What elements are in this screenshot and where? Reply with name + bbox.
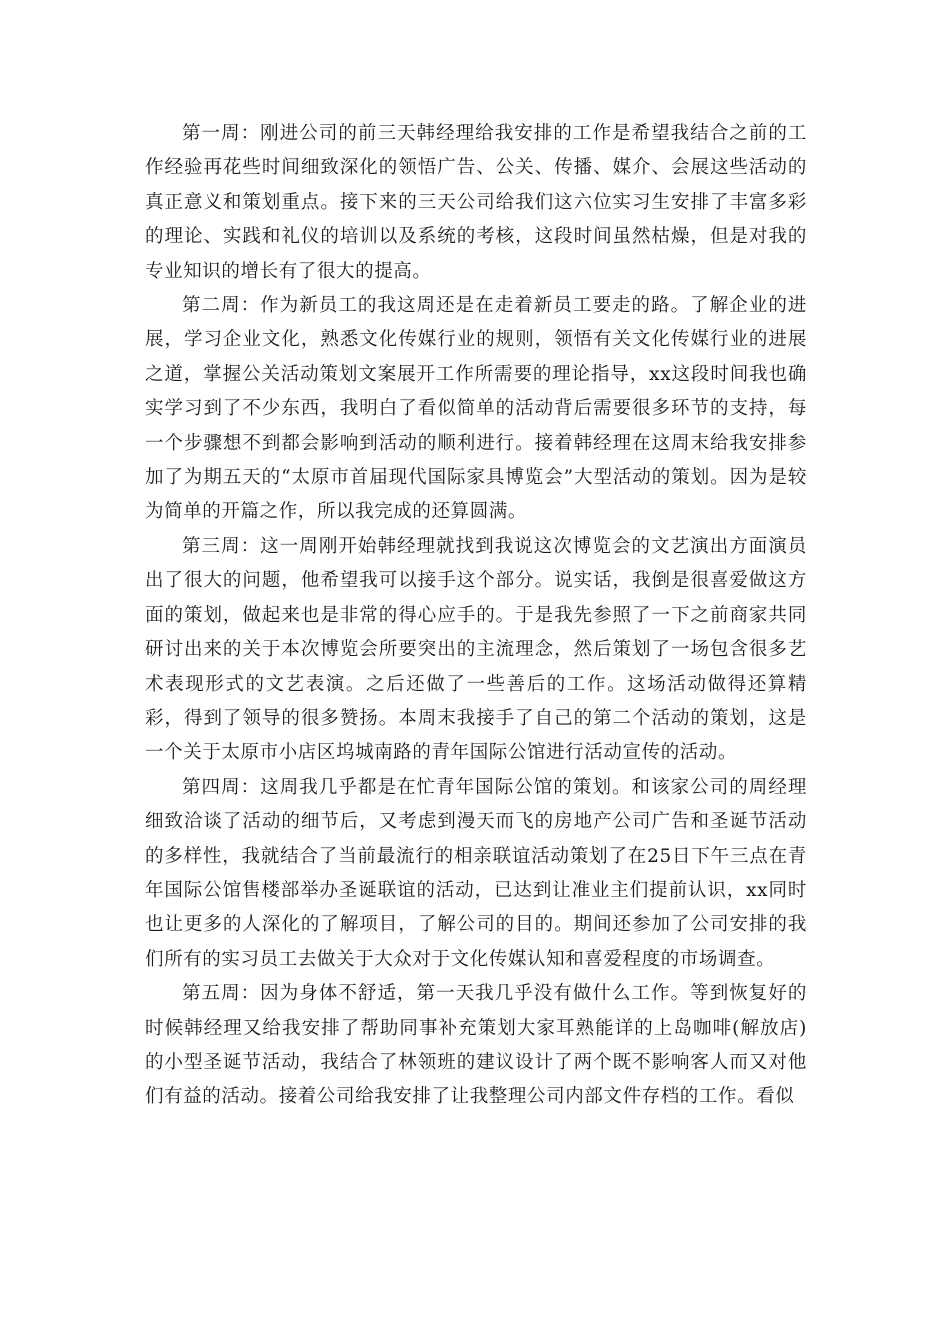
paragraph-week-3: 第三周：这一周刚开始韩经理就找到我说这次博览会的文艺演出方面演员出了很大的问题，他希望我可以接手这个部分。说实话，我倒是很喜爱做这方面的策划，做起来也是非常的得心应手的。于是我先参照了一下之前商家共同研讨出来的关于本次博览会所要突出的主流理念，然后策划了一场包含很多艺术表现形式的文艺表演。之后还做了一些善后的工作。这场活动做得还算精彩，得到了领导的很多赞扬。本周末我接手了自己的第二个活动的策划，这是一个关于太原市小店区坞城南路的青年国际公馆进行活动宣传的活动。 (145, 535, 807, 764)
document-body (145, 117, 807, 1115)
paragraph-week-5: 第五周：因为身体不舒适，第一天我几乎没有做什么工作。等到恢复好的时候韩经理又给我安排了帮助同事补充策划大家耳熟能详的上岛咖啡(解放店)的小型圣诞节活动，我结合了林领班的建议设计了两个既不影响客人而又对他们有益的活动。接着公司给我安排了让我整理公司内部文件存档的工作。看似 (145, 983, 807, 1108)
paragraph-week-2: 第二周：作为新员工的我这周还是在走着新员工要走的路。了解企业的进展，学习企业文化，熟悉文化传媒行业的规则，领悟有关文化传媒行业的进展之道，掌握公关活动策划文案展开工作所需要的理论指导，xx这段时间我也确实学习到了不少东西，我明白了看似简单的活动背后需要很多环节的支持，每一个步骤想不到都会影响到活动的顺利进行。接着韩经理在这周末给我安排参加了为期五天的“太原市首届现代国际家具博览会”大型活动的策划。因为是较为简单的开篇之作，所以我完成的还算圆满。 (145, 295, 807, 523)
paragraph-week-1: 第一周：刚进公司的前三天韩经理给我安排的工作是希望我结合之前的工作经验再花些时间细致深化的领悟广告、公关、传播、媒介、会展这些活动的真正意义和策划重点。接下来的三天公司给我们这六位实习生安排了丰富多彩的理论、实践和礼仪的培训以及系统的考核，这段时间虽然枯燥，但是对我的专业知识的增长有了很大的提高。 (145, 123, 807, 282)
paragraph-week-4: 第四周：这周我几乎都是在忙青年国际公馆的策划。和该家公司的周经理细致洽谈了活动的细节后，又考虑到漫天而飞的房地产公司广告和圣诞节活动的多样性，我就结合了当前最流行的相亲联谊活动策划了在25日下午三点在青年国际公馆售楼部举办圣诞联谊的活动，已达到让准业主们提前认识，xx同时也让更多的人深化的了解项目，了解公司的目的。期间还参加了公司安排的我们所有的实习员工去做关于大众对于文化传媒认知和喜爱程度的市场调查。 (145, 776, 807, 970)
